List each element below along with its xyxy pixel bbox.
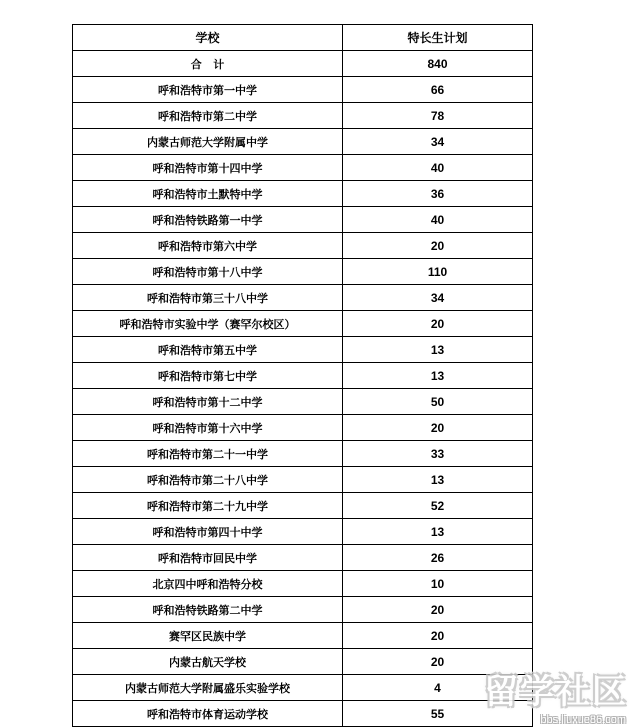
header-row <box>73 25 533 51</box>
total-row <box>73 51 533 77</box>
school-name-cell: 呼和浩特市第二十一中学 <box>73 441 343 467</box>
plan-count-cell: 4 <box>343 675 533 701</box>
school-name-cell: 呼和浩特市第三十八中学 <box>73 285 343 311</box>
school-name-cell: 呼和浩特铁路第二中学 <box>73 597 343 623</box>
school-name-cell: 呼和浩特市体育运动学校 <box>73 701 343 727</box>
plan-count-cell: 34 <box>343 129 533 155</box>
school-name-cell: 呼和浩特市第二中学 <box>73 103 343 129</box>
table-row <box>73 597 533 623</box>
header-plan: 特长生计划 <box>343 25 533 51</box>
school-name-cell: 呼和浩特市实验中学（赛罕尔校区） <box>73 311 343 337</box>
plan-count-cell: 13 <box>343 363 533 389</box>
total-value: 840 <box>343 51 533 77</box>
school-name-cell: 呼和浩特市第十八中学 <box>73 259 343 285</box>
table-row <box>73 467 533 493</box>
table-row <box>73 155 533 181</box>
plan-count-cell: 36 <box>343 181 533 207</box>
school-name-cell: 北京四中呼和浩特分校 <box>73 571 343 597</box>
school-name-cell: 赛罕区民族中学 <box>73 623 343 649</box>
table-row <box>73 389 533 415</box>
plan-count-cell: 33 <box>343 441 533 467</box>
plan-count-cell: 13 <box>343 467 533 493</box>
school-name-cell: 呼和浩特市第一中学 <box>73 77 343 103</box>
plan-count-cell: 34 <box>343 285 533 311</box>
table-row <box>73 233 533 259</box>
school-name-cell: 呼和浩特市第四十中学 <box>73 519 343 545</box>
table-row <box>73 675 533 701</box>
table-row <box>73 649 533 675</box>
table-row <box>73 701 533 727</box>
table-row <box>73 415 533 441</box>
plan-count-cell: 40 <box>343 207 533 233</box>
school-name-cell: 呼和浩特市第六中学 <box>73 233 343 259</box>
table-row <box>73 311 533 337</box>
table-row <box>73 129 533 155</box>
specialty-enrollment-table <box>72 24 533 727</box>
table-row <box>73 259 533 285</box>
plan-count-cell: 13 <box>343 519 533 545</box>
plan-count-cell: 66 <box>343 77 533 103</box>
table-row <box>73 493 533 519</box>
plan-count-cell: 20 <box>343 649 533 675</box>
school-name-cell: 呼和浩特市土默特中学 <box>73 181 343 207</box>
plan-count-cell: 55 <box>343 701 533 727</box>
school-name-cell: 内蒙古师范大学附属中学 <box>73 129 343 155</box>
header-school: 学校 <box>73 25 343 51</box>
total-label: 合 计 <box>73 51 343 77</box>
table-row <box>73 519 533 545</box>
school-name-cell: 呼和浩特市第五中学 <box>73 337 343 363</box>
plan-count-cell: 78 <box>343 103 533 129</box>
table-row <box>73 77 533 103</box>
plan-count-cell: 26 <box>343 545 533 571</box>
plan-count-cell: 110 <box>343 259 533 285</box>
watermark-url: bbs.liuxue86.com <box>540 714 626 726</box>
plan-count-cell: 40 <box>343 155 533 181</box>
school-name-cell: 呼和浩特铁路第一中学 <box>73 207 343 233</box>
school-name-cell: 呼和浩特市第二十八中学 <box>73 467 343 493</box>
table-row <box>73 545 533 571</box>
school-name-cell: 内蒙古师范大学附属盛乐实验学校 <box>73 675 343 701</box>
school-name-cell: 呼和浩特市回民中学 <box>73 545 343 571</box>
table-row <box>73 207 533 233</box>
table-row <box>73 103 533 129</box>
school-name-cell: 呼和浩特市第二十九中学 <box>73 493 343 519</box>
table-row <box>73 363 533 389</box>
school-name-cell: 呼和浩特市第十二中学 <box>73 389 343 415</box>
table-row <box>73 571 533 597</box>
plan-count-cell: 20 <box>343 597 533 623</box>
table-row <box>73 181 533 207</box>
table-row <box>73 441 533 467</box>
table-row <box>73 337 533 363</box>
school-name-cell: 内蒙古航天学校 <box>73 649 343 675</box>
school-name-cell: 呼和浩特市第七中学 <box>73 363 343 389</box>
school-name-cell: 呼和浩特市第十四中学 <box>73 155 343 181</box>
plan-count-cell: 10 <box>343 571 533 597</box>
plan-count-cell: 13 <box>343 337 533 363</box>
plan-count-cell: 20 <box>343 623 533 649</box>
school-name-cell: 呼和浩特市第十六中学 <box>73 415 343 441</box>
document-sheet <box>72 24 532 727</box>
plan-count-cell: 52 <box>343 493 533 519</box>
table-row <box>73 623 533 649</box>
watermark-logo-text: 留学社区 <box>484 672 628 712</box>
plan-count-cell: 20 <box>343 311 533 337</box>
table-row <box>73 285 533 311</box>
plan-count-cell: 20 <box>343 233 533 259</box>
plan-count-cell: 50 <box>343 389 533 415</box>
plan-count-cell: 20 <box>343 415 533 441</box>
